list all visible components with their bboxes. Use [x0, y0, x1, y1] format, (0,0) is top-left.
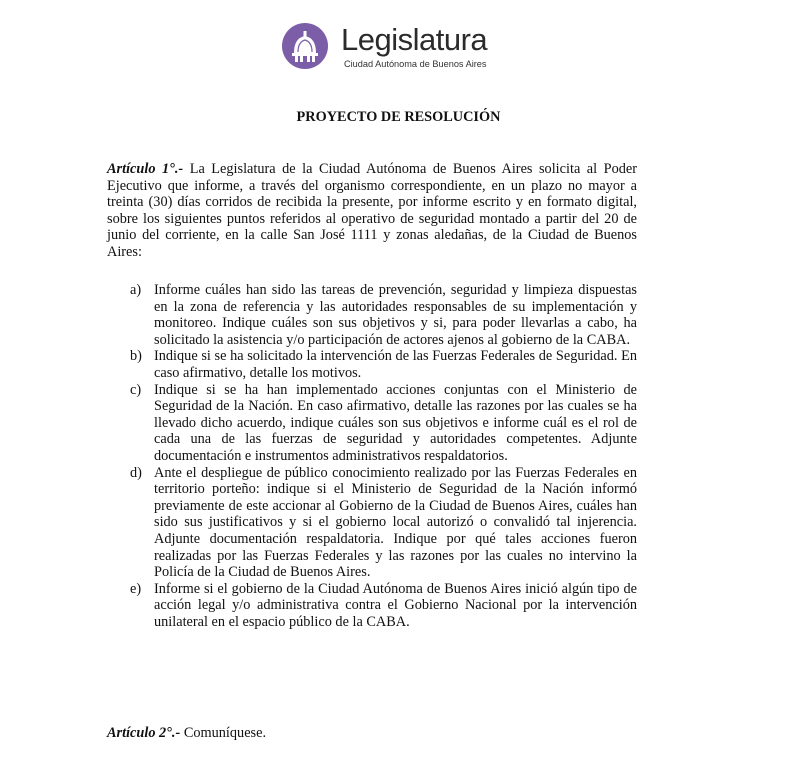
legislatura-logo [281, 20, 488, 76]
article-2 [107, 725, 266, 742]
article-1-label: Artículo 1°.- [107, 161, 184, 177]
list-item [130, 348, 637, 381]
list-item [130, 465, 637, 581]
item-text: Indique si se ha solicitado la intervención de las Fuerzas Federales de Seguridad. En caso afirmativo, detalle los motivos. [154, 348, 637, 381]
article-2-label: Artículo 2°.- [107, 725, 181, 741]
item-marker: b) [130, 348, 142, 365]
item-text: Informe si el gobierno de la Ciudad Autónoma de Buenos Aires inició algún tipo de acción legal y/o administrativa contra el Gobierno Nacional por la intervención unilateral en el espacio público de la CABA. [154, 580, 637, 630]
logo-subtitle: Ciudad Autónoma de Buenos Aires [344, 59, 487, 69]
item-marker: e) [130, 580, 142, 597]
item-text: Indique si se ha han implementado acciones conjuntas con el Ministerio de Seguridad de la Nación. En caso afirmativo, detalle las razones por las cuales se ha llevado dicho acuerdo, indique cuáles son sus objetivos e informe cuál es el rol de cada una de las fuerzas de seguridad y autoridades competentes. Adjunte documentación e instrumentos administrativos respaldatorios. [154, 381, 637, 464]
logo-name: Legislatura [341, 22, 488, 57]
item-text: Ante el despliegue de público conocimiento realizado por las Fuerzas Federales en territorio porteño: indique si el Ministerio de Seguridad de la Nación informó previamente de este accionar al Gobierno de la Ciudad de Buenos Aires, cuáles han sido sus justificativos y si el gobierno local autorizó o convalidó tal injerencia. Adjunte documentación respaldatoria. Indique por qué tales acciones fueron realizadas por las Fuerzas Federales y las razones por las cuales no intervino la Policía de la Ciudad de Buenos Aires. [154, 464, 637, 581]
list-item [130, 382, 637, 465]
dome-emblem-icon [281, 22, 329, 70]
list-item [130, 282, 637, 348]
list-item [130, 581, 637, 631]
article-2-text: Comuníquese. [180, 725, 267, 741]
item-marker: c) [130, 381, 142, 398]
item-marker: d) [130, 464, 142, 481]
article-1 [107, 161, 637, 261]
document-title: PROYECTO DE RESOLUCIÓN [296, 109, 501, 125]
article-1-text: La Legislatura de la Ciudad Autónoma de Buenos Aires solicita al Poder Ejecutivo que informe, a través del organismo correspondiente, en un plazo no mayor a treinta (30) días corridos de recibida la presente, por informe escrito y en formato digital, sobre los siguientes puntos referidos al operativo de seguridad montado a partir del 20 de junio del corriente, en la calle San José 1111 y zonas aledañas, de la Ciudad de Buenos Aires: [107, 161, 637, 260]
item-marker: a) [130, 282, 142, 298]
article-1-items [130, 282, 637, 630]
item-text: Informe cuáles han sido las tareas de prevención, seguridad y limpieza dispuestas en la zona de referencia y las autoridades responsables de su implementación y monitoreo. Indique cuáles son sus objetivos y si, para poder llevarlas a cabo, ha solicitado la asistencia y/o participación de actores ajenos al gobierno de la CABA. [154, 282, 637, 348]
